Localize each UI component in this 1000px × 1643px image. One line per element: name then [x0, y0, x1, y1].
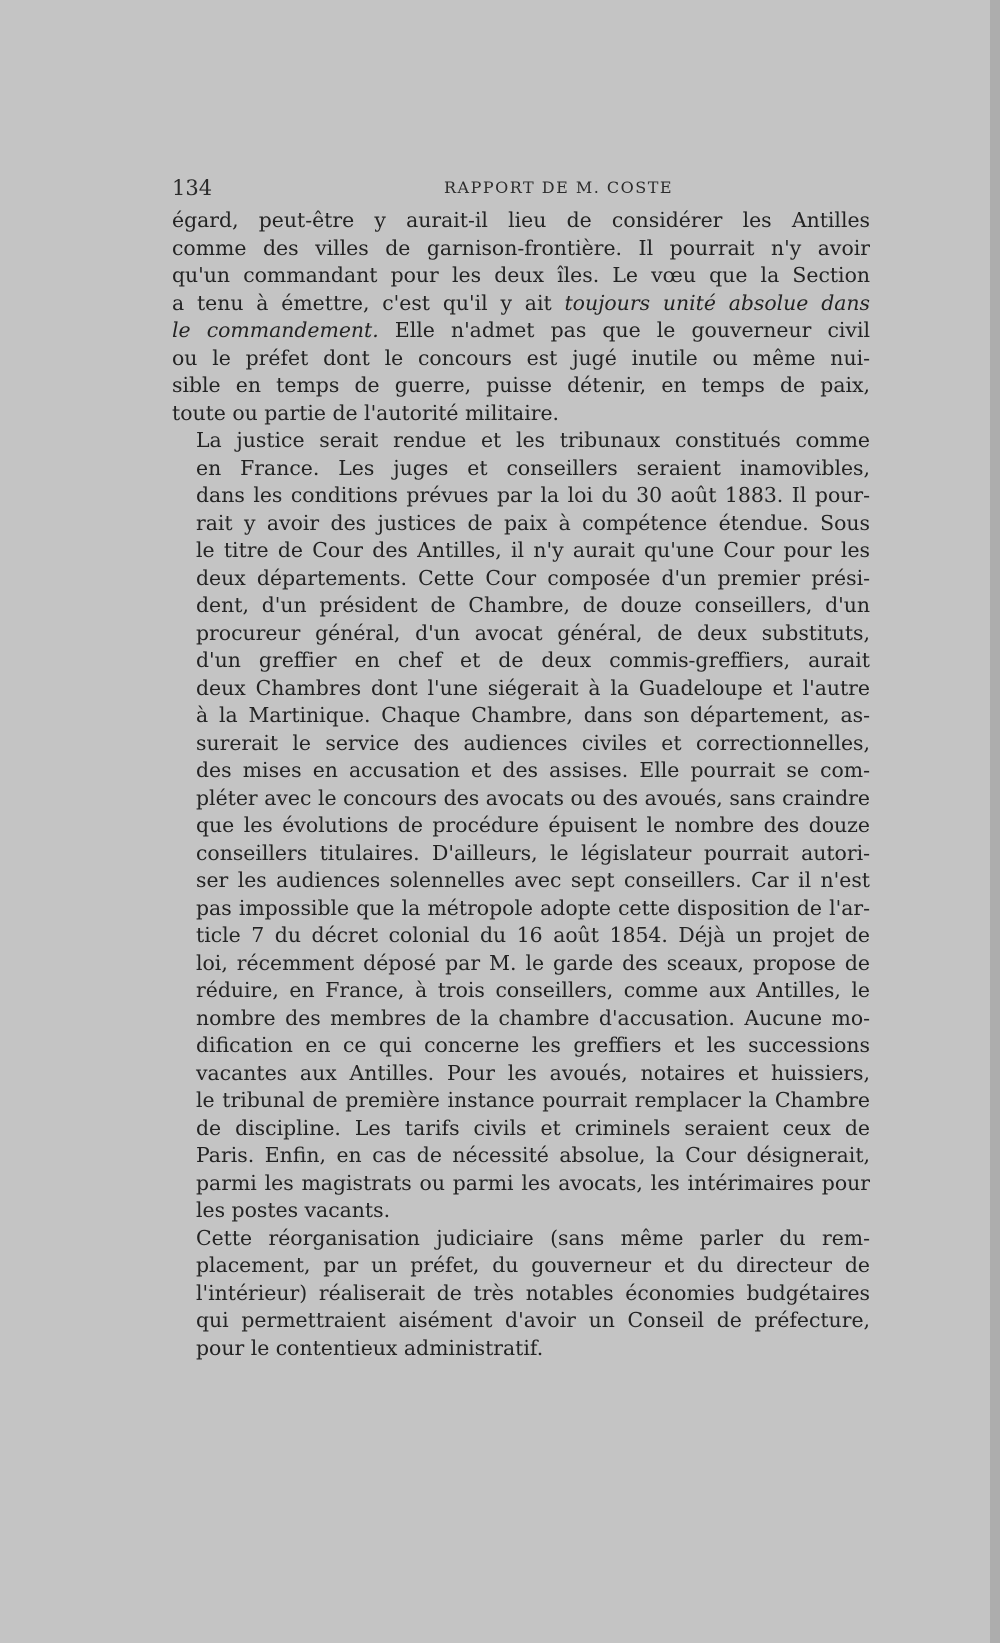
- text-line: surerait le service des audiences civiles et correctionnelles,: [196, 730, 870, 755]
- text-line: d'un greffier en chef et de deux commis-greffiers, aurait: [196, 648, 870, 672]
- text-line: parmi les magistrats ou parmi les avocats, les intérimaires pour: [196, 1170, 870, 1195]
- paragraph-command: [172, 207, 870, 427]
- text-line-with-italic: le commandement. Elle n'admet pas que le gouverneur civil: [172, 318, 870, 342]
- text-line: Cette réorganisation judiciaire (sans même parler du rem-: [196, 1225, 870, 1250]
- text-line: deux Chambres dont l'une siégerait à la Guadeloupe et l'autre: [196, 675, 870, 700]
- paragraph-reorganisation: [172, 1225, 870, 1363]
- text-line: le tribunal de première instance pourrait remplacer la Chambre: [196, 1088, 870, 1112]
- running-head: RAPPORT DE M. COSTE: [444, 178, 674, 197]
- text-line: égard, peut-être y aurait-il lieu de considérer les Antilles: [172, 208, 870, 232]
- text-line: conseillers titulaires. D'ailleurs, le législateur pourrait autori-: [196, 840, 870, 865]
- text-line: vacantes aux Antilles. Pour les avoués, notaires et huissiers,: [196, 1060, 870, 1085]
- text-line: pléter avec le concours des avocats ou des avoués, sans craindre: [196, 785, 870, 810]
- text-line: réduire, en France, à trois conseillers, comme aux Antilles, le: [196, 978, 870, 1002]
- text-line: deux départements. Cette Cour composée d'un premier prési-: [196, 565, 870, 590]
- text-line: qu'un commandant pour les deux îles. Le vœu que la Section: [172, 263, 870, 287]
- page-number: 134: [172, 176, 213, 200]
- text-line: à la Martinique. Chaque Chambre, dans son département, as-: [196, 703, 870, 727]
- text-line: toute ou partie de l'autorité militaire.: [172, 400, 560, 425]
- text-line: pas impossible que la métropole adopte cette disposition de l'ar-: [196, 895, 870, 920]
- text-line: ser les audiences solennelles avec sept conseillers. Car il n'est: [196, 868, 870, 892]
- text-line: sible en temps de guerre, puisse détenir, en temps de paix,: [172, 373, 870, 397]
- text-line: rait y avoir des justices de paix à compétence étendue. Sous: [196, 510, 870, 535]
- body-text: [172, 207, 870, 1362]
- text-line: pour le contentieux administratif.: [196, 1335, 544, 1360]
- text-line: les postes vacants.: [196, 1198, 391, 1222]
- page-edge-shadow: [990, 0, 1000, 1643]
- italic-emphasis: le commandement.: [172, 318, 379, 342]
- text-line: ou le préfet dont le concours est jugé inutile ou même nui-: [172, 345, 870, 370]
- text-line: nombre des membres de la chambre d'accusation. Aucune mo-: [196, 1005, 870, 1030]
- text-line: dent, d'un président de Chambre, de douze conseillers, d'un: [196, 593, 870, 617]
- text-line: La justice serait rendue et les tribunaux constitués comme: [196, 428, 870, 452]
- text-line: le titre de Cour des Antilles, il n'y aurait qu'une Cour pour les: [196, 538, 870, 562]
- text-line: en France. Les juges et conseillers seraient inamovibles,: [196, 455, 870, 480]
- text-line: que les évolutions de procédure épuisent le nombre des douze: [196, 813, 870, 837]
- text-line: dans les conditions prévues par la loi du 30 août 1883. Il pour-: [196, 483, 870, 507]
- text-line: dification en ce qui concerne les greffiers et les successions: [196, 1033, 870, 1057]
- text-line: qui permettraient aisément d'avoir un Conseil de préfecture,: [196, 1308, 870, 1332]
- page-header: [172, 176, 812, 204]
- text-line: de discipline. Les tarifs civils et criminels seraient ceux de: [196, 1115, 870, 1140]
- text-line-with-italic: a tenu à émettre, c'est qu'il y ait toujours unité absolue dans: [172, 290, 870, 315]
- paragraph-justice: [172, 427, 870, 1225]
- text-line: l'intérieur) réaliserait de très notables économies budgétaires: [196, 1280, 870, 1305]
- text-line: loi, récemment déposé par M. le garde des sceaux, propose de: [196, 950, 870, 975]
- text-line: comme des villes de garnison-frontière. Il pourrait n'y avoir: [172, 235, 870, 260]
- text-line: procureur général, d'un avocat général, de deux substituts,: [196, 620, 870, 645]
- text-line: des mises en accusation et des assises. Elle pourrait se com-: [196, 758, 870, 782]
- text-line: placement, par un préfet, du gouverneur et du directeur de: [196, 1253, 870, 1277]
- text-line: Paris. Enfin, en cas de nécessité absolue, la Cour désignerait,: [196, 1143, 870, 1167]
- italic-emphasis: toujours unité absolue dans: [564, 290, 870, 315]
- text-line: ticle 7 du décret colonial du 16 août 1854. Déjà un projet de: [196, 923, 870, 947]
